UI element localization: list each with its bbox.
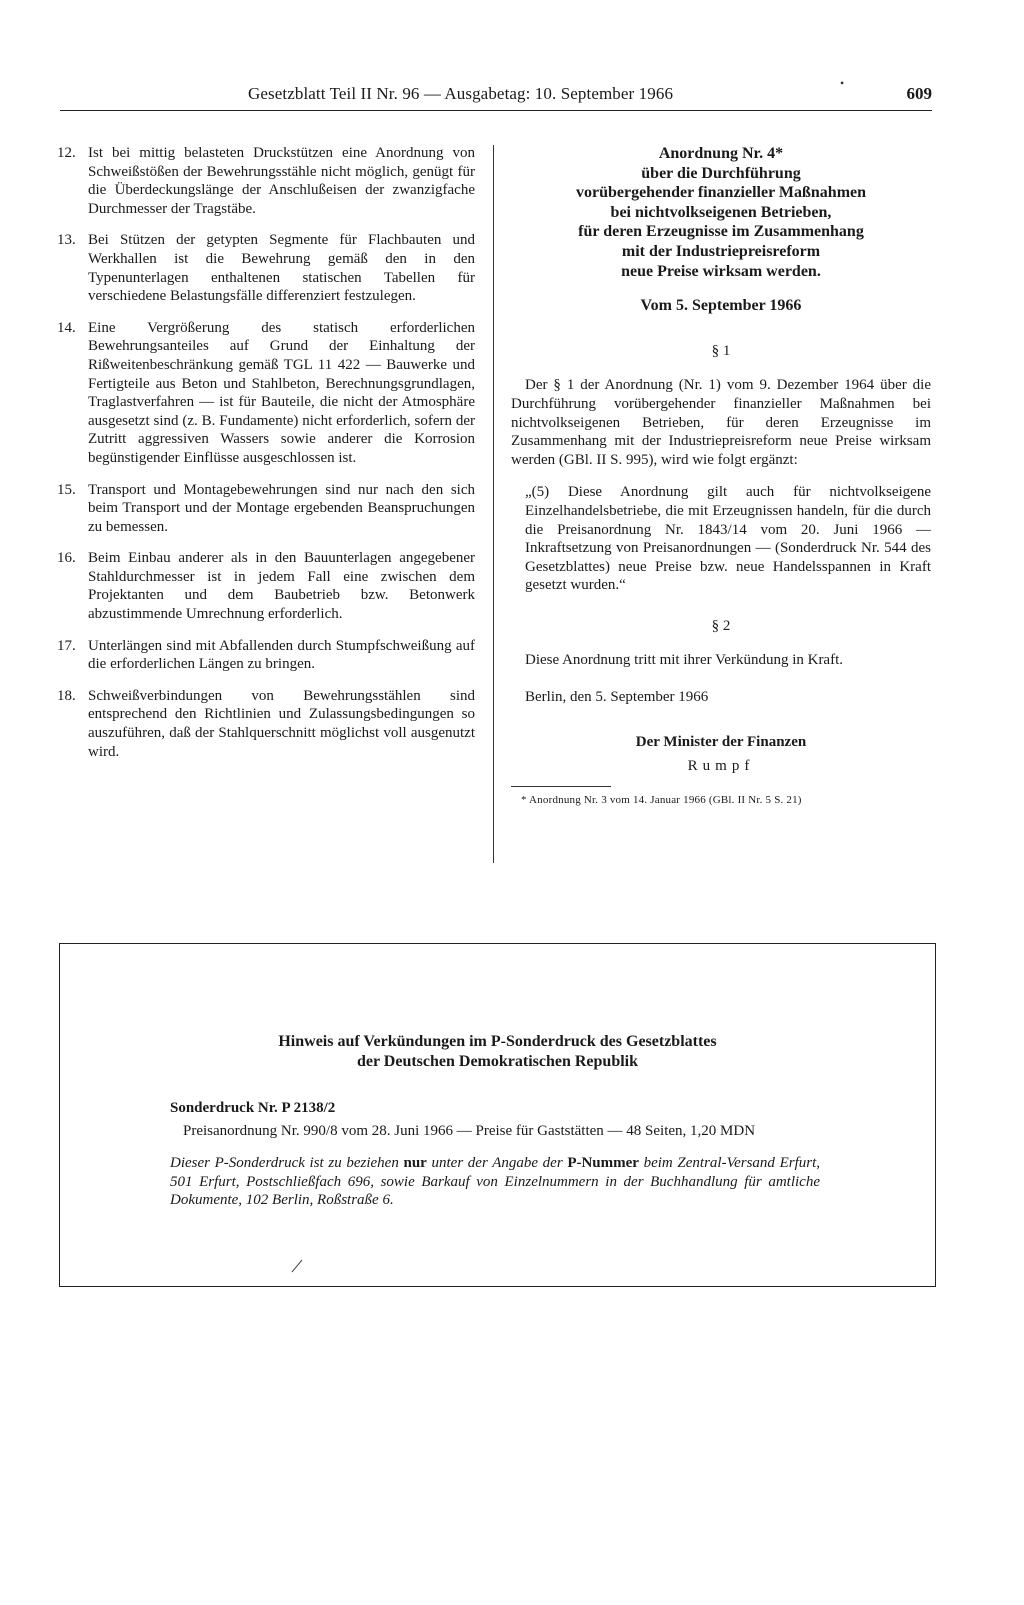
ordering-note-emphasis: P-Nummer — [567, 1155, 639, 1172]
item-text: Beim Einbau anderer als in den Bauunterlagen angegebener Stahldurchmesser ist in jedem Fall eine zwischen dem Projektanten und dem Baubetrieb bzw. Betonwerk abzustimmende Umrechnung erforderlich. — [88, 550, 475, 623]
title-line: mit der Industriepreisreform — [621, 242, 821, 260]
quoted-amendment: „(5) Diese Anordnung gilt auch für nichtvolkseigene Einzelhandelsbetriebe, die mit Erzeugnissen handeln, für die durch die Preisanordnung Nr. 1843/14 vom 20. Juni 1966 — Inkraftsetzung von Preisanordnungen — (Sonderdruck Nr. 544 des Gesetzblattes) neue Preise bzw. neue Handelsspannen in Kraft gesetzt wurden.“ — [525, 484, 931, 594]
ordering-note-part: beim Zentral-Versand Erfurt, 501 Erfurt, Postschließfach 696, sowie Barkauf von Einzelnummern in der Buchhandlung für amtliche Dokumente, 102 Berlin, Roßstraße 6. — [170, 1155, 820, 1209]
item-text: Eine Vergrößerung des statisch erforderlichen Bewehrungsanteiles auf Grund der Einhaltung der Rißweitenbeschränkung gemäß TGL 11 422 — Bauwerke und Fertigteile aus Beton und Stahlbeton, Berechnungsgrundlagen, Traglastverfahren — ist für Bauteile, die nicht der Atmosphäre ausgesetzt sind (z. B. Fundamente) nicht erforderlich, sofern der Zutritt aggressiven Wassers sowie anderer die Korrosion begünstigender Einflüsse ausgeschlossen ist. — [88, 319, 475, 466]
list-item — [57, 481, 475, 537]
title-line: neue Preise wirksam werden. — [621, 262, 821, 280]
list-item — [57, 549, 475, 623]
section-heading: § 1 — [711, 342, 731, 359]
item-number: 16. — [57, 550, 76, 567]
list-item — [57, 687, 475, 761]
title-line: bei nichtvolkseigenen Betrieben, — [610, 203, 832, 221]
ordering-note-part: unter der Angabe der — [426, 1155, 568, 1172]
section-paragraph: Diese Anordnung tritt mit ihrer Verkündung in Kraft. — [525, 652, 844, 669]
notice-title — [60, 1032, 935, 1072]
ordinance-date: Vom 5. September 1966 — [640, 297, 802, 315]
item-number: 13. — [57, 232, 76, 249]
footnote: * Anordnung Nr. 3 vom 14. Januar 1966 (GBl. II Nr. 5 S. 21) — [521, 793, 802, 806]
page-header — [60, 84, 932, 111]
left-column — [57, 144, 475, 774]
right-column — [511, 144, 931, 807]
notice-box — [59, 943, 936, 1287]
item-text: Ist bei mittig belasteten Druckstützen eine Anordnung von Schweißstößen der Bewehrungsstähle nicht möglich, genügt für die Überdeckungslänge der Anschlußeisen der zwanzigfache Durchmesser der Tragstäbe. — [88, 145, 475, 217]
header-text: Gesetzblatt Teil II Nr. 96 — Ausgabetag: 10. September 1966 — [248, 84, 674, 103]
title-line: vorübergehender finanzieller Maßnahmen — [575, 184, 867, 202]
notice-title-line: der Deutschen Demokratischen Republik — [356, 1053, 639, 1070]
item-number: 18. — [57, 687, 76, 704]
footnote-rule — [511, 786, 611, 787]
item-number: 17. — [57, 637, 76, 654]
title-line: für deren Erzeugnisse im Zusammenhang — [578, 223, 864, 241]
ordinance-title — [511, 144, 931, 281]
item-text: Transport und Montagebewehrungen sind nur nach den sich beim Transport und der Montage ergebenden Beanspruchungen zu bemessen. — [88, 481, 475, 535]
list-item — [57, 637, 475, 674]
item-number: 12. — [57, 145, 76, 161]
list-item — [57, 319, 475, 468]
list-item — [57, 231, 475, 305]
item-text: Unterlängen sind mit Abfallenden durch Stumpfschweißung auf die erforderlichen Längen zu bringen. — [88, 637, 475, 673]
ordering-note — [170, 1154, 820, 1210]
ordering-note-part: Dieser P-Sonderdruck ist zu beziehen — [170, 1155, 404, 1172]
title-line: über die Durchführung — [641, 164, 801, 182]
signer-title: Der Minister der Finanzen — [635, 733, 807, 750]
sonderdruck-text: Preisanordnung Nr. 990/8 vom 28. Juni 1966 — Preise für Gaststätten — 48 Seiten, 1,20 MDN — [183, 1122, 756, 1139]
item-number: 14. — [57, 319, 76, 336]
section-paragraph: Der § 1 der Anordnung (Nr. 1) vom 9. Dezember 1964 über die Durchführung vorübergehender finanzieller Maßnahmen bei nichtvolkseigenen Betrieben, für deren Erzeugnisse im Zusammenhang mit der Industriepreisreform neue Preise wirksam werden (GBl. II S. 995), wird wie folgt ergänzt: — [511, 377, 931, 468]
item-text: Schweißverbindungen von Bewehrungsstählen sind entsprechend den Richtlinien und Zulassungsbedingungen so auszuführen, daß der Stahlquerschnitt möglichst voll ausgenutzt wird. — [88, 687, 475, 760]
title-line: Anordnung Nr. 4* — [658, 145, 784, 162]
stray-stroke — [290, 1258, 304, 1274]
place-date: Berlin, den 5. September 1966 — [525, 689, 709, 706]
notice-title-line: Hinweis auf Verkündungen im P-Sonderdruck des Gesetzblattes — [278, 1033, 717, 1050]
page-number: 609 — [906, 84, 932, 103]
list-item — [57, 144, 475, 218]
column-divider — [493, 145, 494, 863]
sonderdruck-label: Sonderdruck Nr. P 2138/2 — [170, 1100, 336, 1116]
notice-body — [170, 1099, 820, 1210]
item-number: 15. — [57, 481, 76, 498]
section-heading: § 2 — [711, 617, 731, 634]
item-text: Bei Stützen der getypten Segmente für Flachbauten und Werkhallen ist die Bewehrung gemäß den in den Typenunterlagen enthaltenen statischen Tabellen für verschiedene Belastungsfälle differenziert festzulegen. — [88, 232, 475, 305]
signer-name: Rumpf — [687, 758, 755, 775]
stray-mark: • — [840, 76, 845, 90]
ordering-note-emphasis: nur — [403, 1155, 427, 1172]
